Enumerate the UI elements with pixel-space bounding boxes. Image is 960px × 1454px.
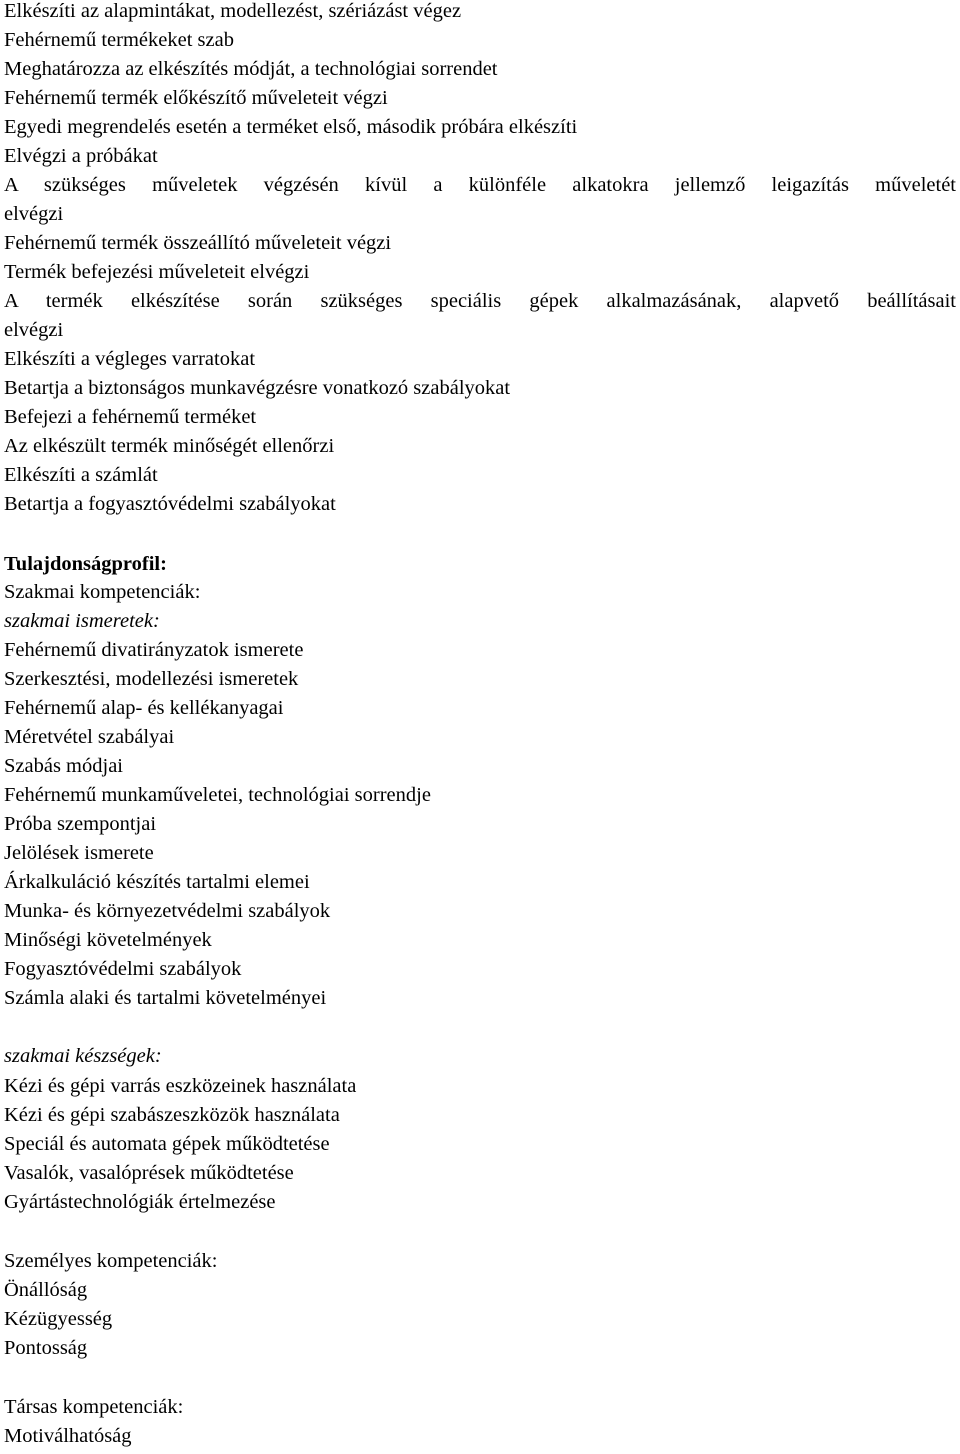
knowledge-item: Fehérnemű divatirányzatok ismerete: [4, 639, 304, 661]
knowledge-item: Méretvétel szabályai: [4, 726, 175, 748]
personal-competencies-label: Személyes kompetenciák:: [4, 1250, 218, 1272]
task-line: Elkészíti a végleges varratokat: [4, 348, 256, 370]
personal-item: Kézügyesség: [4, 1308, 113, 1330]
task-line: Fehérnemű termék előkészítő műveleteit végzi: [4, 87, 388, 109]
skill-item: Kézi és gépi szabászeszközök használata: [4, 1104, 340, 1126]
task-line: A termék elkészítése során szükséges speciális gépek alkalmazásának, alapvető beállításait: [4, 290, 956, 312]
personal-item: Pontosság: [4, 1337, 88, 1359]
skill-item: Speciál és automata gépek működtetése: [4, 1133, 330, 1155]
social-competencies-label: Társas kompetenciák:: [4, 1396, 184, 1418]
task-line: Betartja a biztonságos munkavégzésre vonatkozó szabályokat: [4, 377, 511, 399]
knowledge-item: Fehérnemű munkaműveletei, technológiai sorrendje: [4, 784, 431, 806]
task-line: Fehérnemű termék összeállító műveleteit végzi: [4, 232, 392, 254]
knowledge-item: Minőségi követelmények: [4, 929, 212, 951]
skill-item: Kézi és gépi varrás eszközeinek használata: [4, 1075, 357, 1097]
skill-item: Vasalók, vasalóprések működtetése: [4, 1162, 294, 1184]
task-line: Elkészíti az alapmintákat, modellezést, szériázást végez: [4, 0, 462, 22]
task-line: elvégzi: [4, 319, 64, 341]
knowledge-item: Munka- és környezetvédelmi szabályok: [4, 900, 331, 922]
personal-item: Önállóság: [4, 1279, 88, 1301]
task-line: Meghatározza az elkészítés módját, a technológiai sorrendet: [4, 58, 498, 80]
knowledge-item: Szabás módjai: [4, 755, 123, 777]
task-line: Egyedi megrendelés esetén a terméket első, második próbára elkészíti: [4, 116, 578, 138]
task-line: Betartja a fogyasztóvédelmi szabályokat: [4, 493, 336, 515]
knowledge-item: Árkalkuláció készítés tartalmi elemei: [4, 871, 310, 893]
knowledge-label: szakmai ismeretek:: [4, 610, 160, 632]
task-line: Elvégzi a próbákat: [4, 145, 158, 167]
task-line: Termék befejezési műveleteit elvégzi: [4, 261, 310, 283]
knowledge-item: Számla alaki és tartalmi követelményei: [4, 987, 327, 1009]
skills-label: szakmai készségek:: [4, 1045, 162, 1067]
knowledge-item: Próba szempontjai: [4, 813, 157, 835]
knowledge-item: Fogyasztóvédelmi szabályok: [4, 958, 242, 980]
social-item: Motiválhatóság: [4, 1425, 132, 1447]
profile-heading: Tulajdonságprofil:: [4, 553, 167, 575]
task-line: Az elkészült termék minőségét ellenőrzi: [4, 435, 335, 457]
knowledge-item: Szerkesztési, modellezési ismeretek: [4, 668, 299, 690]
task-line: elvégzi: [4, 203, 64, 225]
task-line: Elkészíti a számlát: [4, 464, 158, 486]
knowledge-item: Jelölések ismerete: [4, 842, 154, 864]
task-line: Befejezi a fehérnemű terméket: [4, 406, 257, 428]
task-line: Fehérnemű termékeket szab: [4, 29, 234, 51]
skill-item: Gyártástechnológiák értelmezése: [4, 1191, 276, 1213]
knowledge-item: Fehérnemű alap- és kellékanyagai: [4, 697, 284, 719]
professional-competencies-label: Szakmai kompetenciák:: [4, 581, 201, 603]
task-line: A szükséges műveletek végzésén kívül a különféle alkatokra jellemző leigazítás műveletét: [4, 174, 956, 196]
